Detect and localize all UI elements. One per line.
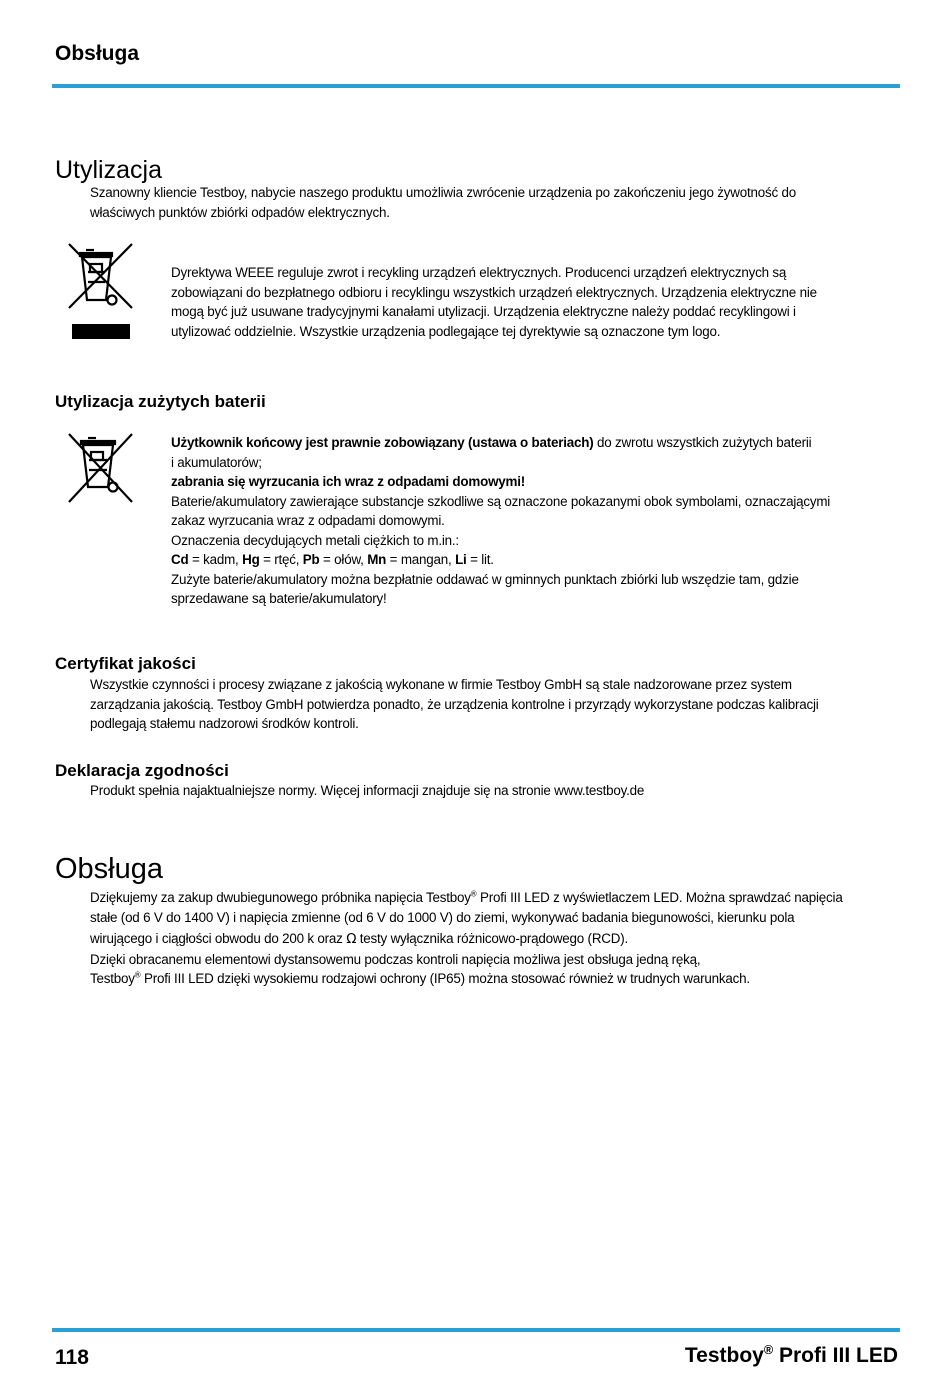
text-line: i akumulatorów; xyxy=(171,454,262,470)
text-line xyxy=(90,969,900,989)
text-line: właściwych punktów zbiórki odpadów elektrycznych. xyxy=(90,204,390,220)
text-line: Produkt spełnia najaktualniejsze normy. Więcej informacji znajduje się na stronie www.testboy.de xyxy=(90,783,645,798)
text-line: Oznaczenia decydujących metali ciężkich to m.in.: xyxy=(171,532,459,548)
weee-crossed-bin-icon xyxy=(66,242,134,342)
text-line: stałe (od 6 V do 1400 V) i napięcia zmienne (od 6 V do 1000 V) do ziemi, wykonywać badania biegunowości, kierunku pola xyxy=(90,909,795,925)
metals-list xyxy=(171,550,891,570)
text-line: utylizować oddzielnie. Wszystkie urządzenia podlegające tej dyrektywie są oznaczone tym logo. xyxy=(171,323,721,339)
section-heading-deklaracja: Deklaracja zgodności xyxy=(55,761,229,780)
section-heading-baterie: Utylizacja zużytych baterii xyxy=(55,392,266,411)
baterie-paragraph xyxy=(171,433,891,609)
text: Profi III LED dzięki wysokiemu rodzajowi ochrony (IP65) można stosować również w trudnych warunkach. xyxy=(140,971,750,986)
obsluga-paragraph xyxy=(90,888,900,989)
text: Testboy xyxy=(90,971,135,986)
omega-symbol: Ω xyxy=(346,932,357,947)
text-line: zobowiązani do bezpłatnego odbioru i recyklingu wszystkich urządzeń elektrycznych. Urządzenia elektryczne nie xyxy=(171,284,817,300)
text-line: Dzięki obracanemu elementowi dystansowemu podczas kontroli napięcia możliwa jest obsługa jedną ręką, xyxy=(90,951,701,967)
section-heading-obsluga: Obsługa xyxy=(55,853,164,885)
metal-symbol: Li xyxy=(455,552,467,567)
text-line: Szanowny kliencie Testboy, nabycie naszego produktu umożliwia zwrócenie urządzenia po zakończeniu jego żywotność do xyxy=(90,185,796,200)
text-line xyxy=(171,433,891,453)
metal-name: = kadm, xyxy=(188,552,243,567)
text-line xyxy=(90,929,900,950)
registered-mark: ® xyxy=(763,1343,774,1357)
text: testy wyłącznika różnicowo-prądowego (RCD). xyxy=(356,931,629,946)
metal-name: = ołów, xyxy=(319,552,368,567)
bold-text: Użytkownik końcowy jest prawnie zobowiązany (ustawa o bateriach) xyxy=(171,435,594,450)
metal-symbol: Hg xyxy=(242,552,260,567)
metal-symbol: Mn xyxy=(367,552,387,567)
page-number: 118 xyxy=(55,1346,89,1369)
text-line: sprzedawane są baterie/akumulatory! xyxy=(171,591,387,606)
section-heading-certyfikat: Certyfikat jakości xyxy=(55,654,196,673)
text-line: Zużyte baterie/akumulatory można bezpłatnie oddawać w gminnych punktach zbiórki lub wszędzie tam, gdzie xyxy=(171,571,799,587)
metal-name: = lit. xyxy=(466,552,494,567)
text: Dziękujemy za zakup dwubiegunowego próbnika napięcia Testboy xyxy=(90,890,471,905)
header-rule xyxy=(52,84,900,88)
registered-mark: ® xyxy=(470,889,477,899)
text-line: zakaz wyrzucania wraz z odpadami domowymi. xyxy=(171,513,445,528)
text-line: mogą być już usuwane tradycyjnymi kanałami utylizacji. Urządzenia elektryczne należy poddać recyklingowi i xyxy=(171,304,796,319)
text-line: Dyrektywa WEEE reguluje zwrot i recykling urządzeń elektrycznych. Producenci urządzeń elektrycznych są xyxy=(171,265,787,280)
footer-product-name xyxy=(685,1344,898,1368)
metal-symbol: Cd xyxy=(171,552,189,567)
text: Profi III LED z wyświetlaczem LED. Można sprawdzać napięcia xyxy=(476,890,843,905)
text-line xyxy=(90,888,900,908)
utylizacja-intro xyxy=(90,183,900,222)
text: do zwrotu wszystkich zużytych baterii xyxy=(593,435,812,450)
brand-name: Testboy xyxy=(684,1344,764,1367)
certyfikat-paragraph xyxy=(90,675,900,734)
deklaracja-paragraph xyxy=(90,781,900,801)
footer-rule xyxy=(52,1328,900,1332)
page-header-title: Obsługa xyxy=(55,42,140,65)
battery-crossed-bin-icon xyxy=(66,432,134,504)
registered-mark: ® xyxy=(134,970,141,980)
text: wirującego i ciągłości obwodu do 200 k oraz xyxy=(90,931,347,946)
metal-name: = rtęć, xyxy=(259,552,303,567)
text-line: Baterie/akumulatory zawierające substancje szkodliwe są oznaczone pokazanymi obok symbolami, oznaczającymi xyxy=(171,493,831,509)
warning-text: zabrania się wyrzucania ich wraz z odpadami domowymi! xyxy=(171,474,526,489)
text-line: zarządzania jakością. Testboy GmbH potwierdza ponadto, że urządzenia kontrolne i przyrządy wykorzystane podczas kalibracji xyxy=(90,696,819,712)
metal-name: = mangan, xyxy=(386,552,456,567)
metal-symbol: Pb xyxy=(302,552,320,567)
section-heading-utylizacja: Utylizacja xyxy=(55,156,162,184)
model-name: Profi III LED xyxy=(773,1344,898,1367)
weee-paragraph xyxy=(171,263,891,341)
text-line: podlegają stałemu nadzorowi środków kontroli. xyxy=(90,716,359,731)
text-line: Wszystkie czynności i procesy związane z jakością wykonane w firmie Testboy GmbH są stale nadzorowane przez system xyxy=(90,677,792,692)
